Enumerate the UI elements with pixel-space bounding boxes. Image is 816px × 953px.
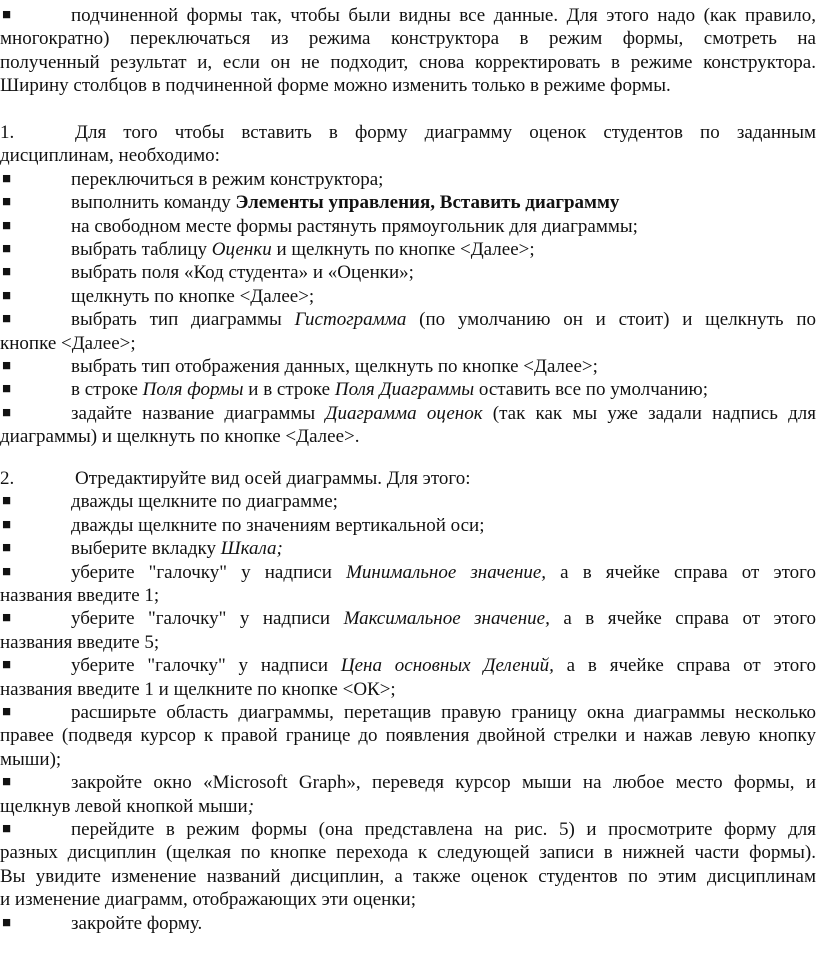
italic-term: Поля формы [142, 379, 244, 401]
bullet-marker: ■ [2, 563, 12, 580]
text-line [0, 425, 816, 448]
line-text: переключиться в режим конструктора; [71, 168, 384, 190]
text-line [0, 748, 816, 771]
text-line [0, 841, 816, 864]
line-text [71, 654, 816, 677]
paragraph-number: 2. [0, 468, 15, 489]
line-text [0, 795, 816, 818]
line-text: дисциплинам, необходимо: [0, 145, 220, 167]
text-run: уберите "галочку" у надписи [71, 608, 344, 630]
line-text: разных дисциплин (щелкая по кнопке перехода к следующей записи в нижней части формы). [0, 842, 816, 864]
line-text: на свободном месте формы растянуть прямоугольник для диаграммы; [71, 215, 638, 237]
text-line [0, 27, 816, 50]
bullet-marker: ■ [2, 516, 12, 533]
list-item [0, 378, 816, 401]
bullet-marker: ■ [2, 194, 12, 211]
line-text: Отредактируйте вид осей диаграммы. Для этого: [75, 468, 471, 489]
bullet-marker: ■ [2, 657, 12, 674]
italic-term: Диаграмма оценок [325, 402, 483, 424]
list-item [0, 238, 816, 261]
line-text: закройте форму. [71, 912, 203, 934]
text-run: выбрать тип диаграммы [71, 309, 295, 331]
line-text: названия введите 1; [0, 585, 160, 606]
italic-term: Поля Диаграммы [334, 379, 475, 401]
bullet-marker: ■ [2, 493, 12, 510]
line-text [71, 607, 816, 630]
list-item [0, 537, 816, 560]
text-run: выбрать таблицу [71, 239, 212, 260]
text-line [0, 724, 816, 747]
text-line [0, 865, 816, 888]
list-item [0, 261, 816, 284]
line-text: Ширину столбцов в подчиненной форме можно изменить только в режиме формы. [0, 75, 671, 97]
text-run: щелкнув левой кнопкой мыши [0, 795, 248, 817]
text-run: ; [247, 795, 255, 817]
italic-term: Шкала; [220, 538, 283, 560]
list-item [0, 607, 816, 630]
line-text: диаграммы) и щелкнуть по кнопке <Далее>. [0, 426, 360, 448]
list-item [0, 514, 816, 537]
list-item [0, 654, 816, 677]
bullet-marker: ■ [2, 7, 12, 23]
line-text: перейдите в режим формы (она представлена на рис. 5) и просмотрите форму для [71, 819, 816, 840]
bullet-marker: ■ [2, 287, 12, 304]
line-text [71, 402, 816, 425]
text-run: выполнить команду [71, 192, 236, 214]
text-run: оставить все по умолчанию; [474, 379, 709, 401]
text-line [0, 631, 816, 654]
text-line [0, 74, 816, 97]
list-item [0, 355, 816, 378]
list-item [0, 402, 816, 425]
bullet-marker: ■ [2, 217, 12, 234]
bullet-marker: ■ [2, 241, 12, 257]
bullet-marker: ■ [2, 311, 12, 328]
line-text: выбрать поля «Код студента» и «Оценки»; [71, 262, 414, 284]
text-line [0, 4, 816, 27]
italic-term: Оценки [211, 239, 272, 260]
text-line [0, 584, 816, 607]
line-text: кнопке <Далее>; [0, 332, 136, 354]
numbered-paragraph [0, 121, 816, 144]
line-text [71, 561, 816, 584]
italic-term: Минимальное значение, [346, 561, 547, 583]
text-line [0, 795, 816, 818]
line-text: и изменение диаграмм, отображающих эти оценки; [0, 889, 416, 911]
italic-term: Гистограмма [294, 309, 407, 331]
list-item [0, 701, 816, 724]
text-line [0, 678, 816, 701]
line-text [71, 537, 816, 560]
line-text: Вы увидите изменение названий дисциплин, а также оценок студентов по этим дисциплинам [0, 865, 816, 887]
bullet-marker: ■ [2, 774, 12, 791]
line-text: полученный результат и, если он не подходит, снова корректировать в режиме конструктора. [0, 51, 816, 73]
italic-term: Цена основных Делений, [340, 655, 554, 677]
line-text: многократно) переключаться из режима конструктора в режим формы, смотреть на [0, 28, 816, 50]
italic-term: Максимальное значение, [343, 608, 550, 630]
list-item [0, 215, 816, 238]
line-text: мыши); [0, 748, 62, 770]
list-item [0, 490, 816, 513]
line-text: подчиненной формы так, чтобы были видны все данные. Для этого надо (как правило, [71, 5, 816, 26]
text-run: уберите "галочку" у надписи [71, 561, 347, 583]
line-text [71, 308, 816, 331]
text-run: а в ячейке справа от этого [549, 608, 816, 630]
line-text: названия введите 5; [0, 631, 160, 653]
bullet-marker: ■ [2, 914, 12, 931]
bullet-marker: ■ [2, 540, 12, 557]
bullet-marker: ■ [2, 704, 12, 720]
line-text: дважды щелкните по значениям вертикальной оси; [71, 514, 485, 536]
list-item [0, 285, 816, 308]
paragraph-number: 1. [0, 122, 15, 143]
bullet-marker: ■ [2, 170, 12, 187]
text-line [0, 332, 816, 355]
line-text: закройте окно «Microsoft Graph», переведя курсор мыши на любое место формы, и [71, 772, 816, 794]
line-text: щелкнуть по кнопке <Далее>; [71, 285, 315, 307]
text-run: а в ячейке справа от этого [546, 561, 816, 583]
line-text: Для того чтобы вставить в форму диаграмму оценок студентов по заданным [75, 122, 816, 143]
line-text: расширьте область диаграммы, перетащив правую границу окна диаграммы несколько [71, 702, 816, 723]
numbered-paragraph [0, 467, 816, 490]
line-text [71, 191, 816, 214]
text-run: уберите "галочку" у надписи [71, 655, 341, 677]
line-text: выбрать тип отображения данных, щелкнуть по кнопке <Далее>; [71, 356, 598, 377]
list-item [0, 771, 816, 794]
text-run: выберите вкладку [71, 538, 221, 560]
text-line [0, 144, 816, 167]
text-run: (так как мы уже задали надпись для [482, 402, 816, 424]
list-item [0, 168, 816, 191]
text-run: (по умолчанию он и стоит) и щелкнуть по [406, 309, 816, 331]
text-line [0, 51, 816, 74]
text-run: и щелкнуть по кнопке <Далее>; [271, 239, 535, 260]
line-text [71, 378, 816, 401]
list-item [0, 912, 816, 935]
bold-command: Элементы управления, Вставить диаграмму [235, 192, 620, 214]
bullet-marker: ■ [2, 821, 12, 837]
bullet-marker: ■ [2, 404, 12, 421]
list-item [0, 561, 816, 584]
list-item [0, 191, 816, 214]
line-text: правее (подведя курсор к правой границе до появления двойной стрелки и нажав левую кнопку [0, 725, 816, 747]
bullet-marker: ■ [2, 381, 12, 398]
text-run: а в ячейке справа от этого [553, 655, 816, 677]
text-run: и в строке [243, 379, 335, 401]
text-run: в строке [71, 379, 143, 401]
list-item [0, 818, 816, 841]
line-text: дважды щелкните по диаграмме; [71, 491, 338, 513]
line-text: названия введите 1 и щелкните по кнопке <ОК>; [0, 678, 396, 700]
line-text [71, 238, 816, 261]
bullet-marker: ■ [2, 610, 12, 627]
list-item [0, 308, 816, 331]
text-line [0, 888, 816, 911]
bullet-marker: ■ [2, 358, 12, 374]
bullet-marker: ■ [2, 264, 12, 281]
text-run: задайте название диаграммы [71, 402, 326, 424]
